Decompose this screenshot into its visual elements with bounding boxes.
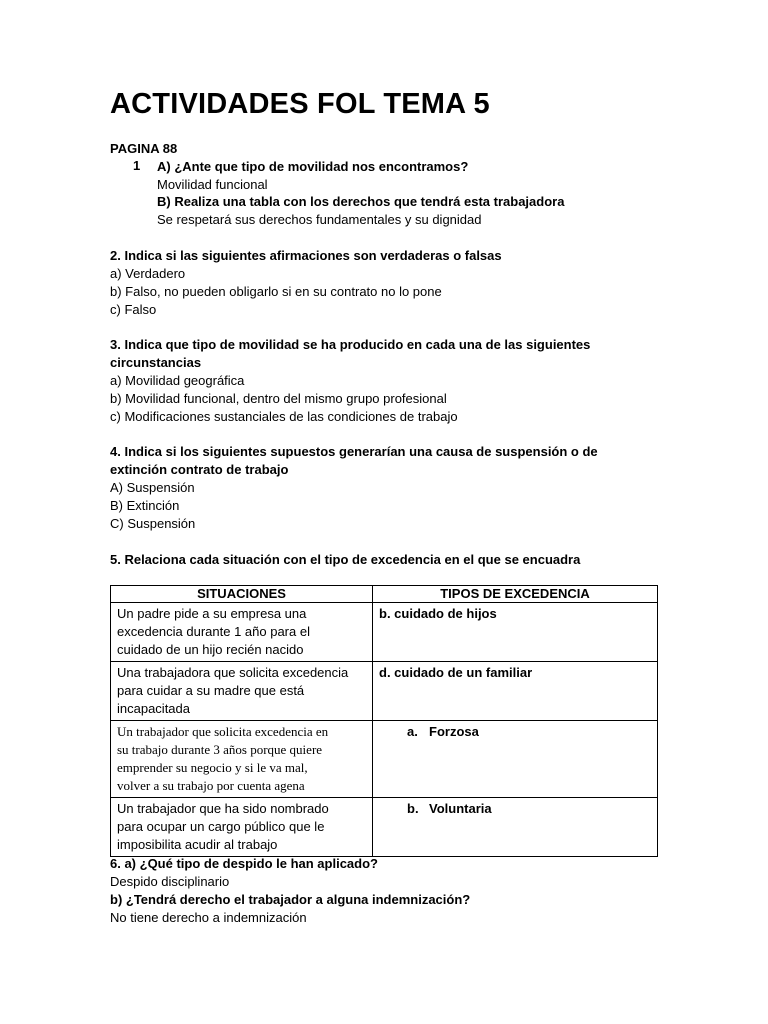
table-header-row xyxy=(111,586,658,603)
excedencia-type-cell xyxy=(373,721,658,798)
q1-b-answer: Se respetará sus derechos fundamentales y su dignidad xyxy=(157,212,482,227)
q4-answer: C) Suspensión xyxy=(110,516,196,531)
page-reference: PAGINA 88 xyxy=(110,141,178,156)
table-row xyxy=(111,721,658,798)
option-label: Voluntaria xyxy=(429,801,492,816)
q6-b-question: b) ¿Tendrá derecho el trabajador a alguna indemnización? xyxy=(110,892,471,907)
option-key: b. xyxy=(407,801,419,816)
q1-a-question: A) ¿Ante que tipo de movilidad nos encontramos? xyxy=(157,159,469,174)
table-row xyxy=(111,662,658,721)
q1-number: 1 xyxy=(133,158,141,173)
q6-a-answer: Despido disciplinario xyxy=(110,874,230,889)
q1-b-question: B) Realiza una tabla con los derechos que tendrá esta trabajadora xyxy=(157,194,565,209)
table-row xyxy=(111,798,658,857)
q3-answer: a) Movilidad geográfica xyxy=(110,373,245,388)
q2-question: 2. Indica si las siguientes afirmaciones son verdaderas o falsas xyxy=(110,248,502,263)
excedencia-type-cell: b. cuidado de hijos xyxy=(373,603,658,662)
q1-a-answer: Movilidad funcional xyxy=(157,177,268,192)
option-key: a. xyxy=(407,724,418,739)
q3-answer: c) Modificaciones sustanciales de las condiciones de trabajo xyxy=(110,409,458,424)
situation-cell: Un trabajador que solicita excedencia en su trabajo durante 3 años porque quiere emprender su negocio y si le va mal, volver a su trabajo por cuenta agena xyxy=(111,721,373,798)
document-title: ACTIVIDADES FOL TEMA 5 xyxy=(110,88,490,120)
q2-answer: c) Falso xyxy=(110,302,157,317)
q3-answer: b) Movilidad funcional, dentro del mismo grupo profesional xyxy=(110,391,447,406)
q4-question: extinción contrato de trabajo xyxy=(110,462,289,477)
q6-b-answer: No tiene derecho a indemnización xyxy=(110,910,307,925)
situation-cell: Un trabajador que ha sido nombrado para ocupar un cargo público que le imposibilita acudir al trabajo xyxy=(111,798,373,857)
situation-cell: Un padre pide a su empresa una excedencia durante 1 año para el cuidado de un hijo recién nacido xyxy=(111,603,373,662)
q4-question: 4. Indica si los siguientes supuestos generarían una causa de suspensión o de xyxy=(110,444,598,459)
q3-question: 3. Indica que tipo de movilidad se ha producido en cada una de las siguientes xyxy=(110,337,591,352)
excedencia-table xyxy=(110,585,658,857)
q2-answer: b) Falso, no pueden obligarlo si en su contrato no lo pone xyxy=(110,284,442,299)
q2-answer: a) Verdadero xyxy=(110,266,186,281)
q4-answer: B) Extinción xyxy=(110,498,180,513)
table-row xyxy=(111,603,658,662)
excedencia-type-cell: d. cuidado de un familiar xyxy=(373,662,658,721)
q4-answer: A) Suspensión xyxy=(110,480,195,495)
table-header-cell: SITUACIONES xyxy=(111,586,373,603)
q3-question: circunstancias xyxy=(110,355,202,370)
situation-cell: Una trabajadora que solicita excedencia para cuidar a su madre que está incapacitada xyxy=(111,662,373,721)
q5-question: 5. Relaciona cada situación con el tipo de excedencia en el que se encuadra xyxy=(110,552,581,567)
excedencia-type-cell xyxy=(373,798,658,857)
option-label: Forzosa xyxy=(429,724,479,739)
q6-a-question: 6. a) ¿Qué tipo de despido le han aplicado? xyxy=(110,856,378,871)
table-header-cell: TIPOS DE EXCEDENCIA xyxy=(373,586,658,603)
